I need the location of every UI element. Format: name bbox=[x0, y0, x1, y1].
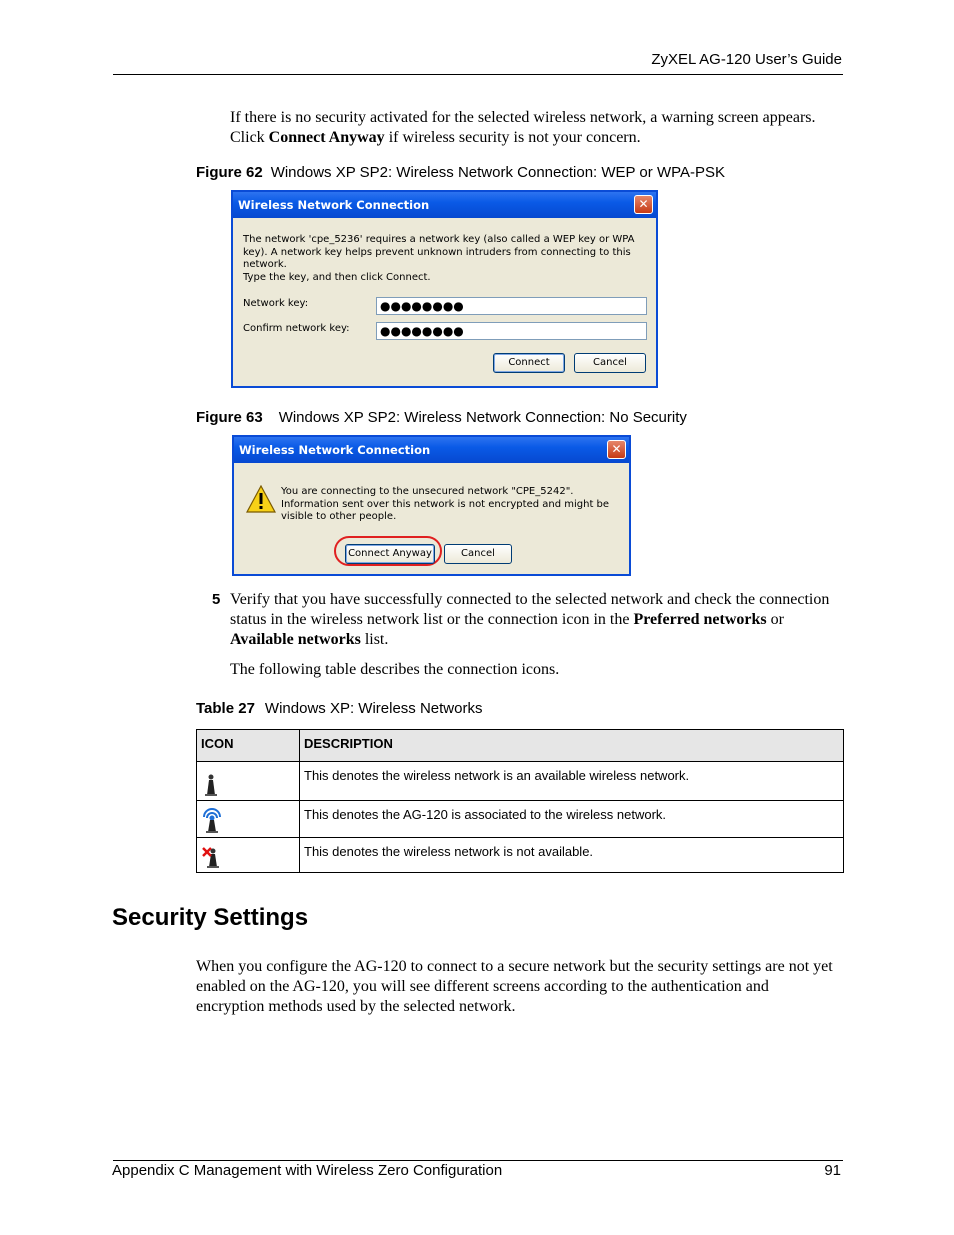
dialog-instruction: Type the key, and then click Connect. bbox=[243, 272, 431, 283]
table-row bbox=[197, 762, 844, 801]
cancel-button[interactable]: Cancel bbox=[444, 544, 512, 564]
icon-column-header: ICON bbox=[197, 730, 300, 762]
icon-cell bbox=[197, 762, 300, 801]
intro-paragraph: If there is no security activated for the selected wireless network, a warning screen appears. Click Connect Anyway if wireless security is not your concern. bbox=[230, 109, 816, 146]
section-title: Security Settings bbox=[112, 904, 309, 931]
connect-button[interactable]: Connect bbox=[493, 353, 565, 373]
dialog-titlebar: Wireless Network Connection ✕ bbox=[233, 192, 656, 218]
confirm-key-label: Confirm network key: bbox=[243, 323, 350, 334]
description-column-header: DESCRIPTION bbox=[300, 730, 844, 762]
icon-cell bbox=[197, 801, 300, 838]
table-27-caption: Table 27 Windows XP: Wireless Networks bbox=[196, 700, 483, 717]
wep-key-dialog bbox=[231, 190, 658, 388]
warning-icon bbox=[246, 485, 276, 513]
antenna-available-icon bbox=[201, 771, 221, 797]
running-header: ZyXEL AG-120 User’s Guide bbox=[651, 51, 842, 68]
dialog-message: You are connecting to the unsecured network "CPE_5242". Information sent over this network is not encrypted and might be visible to other people. bbox=[281, 486, 610, 522]
network-key-label: Network key: bbox=[243, 298, 309, 309]
connection-icons-table bbox=[196, 729, 844, 873]
dialog-titlebar: Wireless Network Connection ✕ bbox=[234, 437, 629, 463]
step-5-paragraph: Verify that you have successfully connected to the selected network and check the connection status in the wireless network list or the connection icon in the Preferred networks or Available networks list. bbox=[230, 591, 830, 648]
footer-chapter: Appendix C Management with Wireless Zero Configuration bbox=[112, 1162, 503, 1179]
close-icon[interactable]: ✕ bbox=[634, 195, 653, 214]
cancel-button[interactable]: Cancel bbox=[574, 353, 646, 373]
confirm-key-input[interactable]: ●●●●●●●● bbox=[376, 322, 647, 340]
footer-rule bbox=[113, 1160, 843, 1161]
unsecured-network-dialog bbox=[232, 435, 631, 576]
table-row bbox=[197, 838, 844, 873]
antenna-unavailable-icon bbox=[201, 845, 223, 869]
network-key-input[interactable]: ●●●●●●●● bbox=[376, 297, 647, 315]
table-row bbox=[197, 801, 844, 838]
figure-62-caption: Figure 62 Windows XP SP2: Wireless Network Connection: WEP or WPA-PSK bbox=[196, 164, 726, 181]
section-body: When you configure the AG-120 to connect to a secure network but the security settings are not yet enabled on the AG-120, you will see different screens according to the authentication and encryption methods used by the selected network. bbox=[196, 958, 833, 1015]
connect-anyway-button[interactable]: Connect Anyway bbox=[345, 544, 435, 564]
description-cell: This denotes the wireless network is an available wireless network. bbox=[300, 762, 844, 801]
antenna-associated-icon bbox=[201, 808, 223, 834]
step-number: 5 bbox=[212, 591, 221, 608]
close-icon[interactable]: ✕ bbox=[607, 440, 626, 459]
following-text: The following table describes the connection icons. bbox=[230, 661, 560, 678]
header-rule bbox=[113, 74, 843, 75]
dialog-message: The network 'cpe_5236' requires a network key (also called a WEP key or WPA key). A network key helps prevent unknown intruders from connecting to this network. bbox=[243, 234, 635, 270]
figure-63-caption: Figure 63 Windows XP SP2: Wireless Network Connection: No Security bbox=[196, 409, 687, 426]
page-number: 91 bbox=[824, 1162, 841, 1179]
description-cell: This denotes the AG-120 is associated to the wireless network. bbox=[300, 801, 844, 838]
icon-cell bbox=[197, 838, 300, 873]
description-cell: This denotes the wireless network is not available. bbox=[300, 838, 844, 873]
table-header-row bbox=[197, 730, 844, 762]
